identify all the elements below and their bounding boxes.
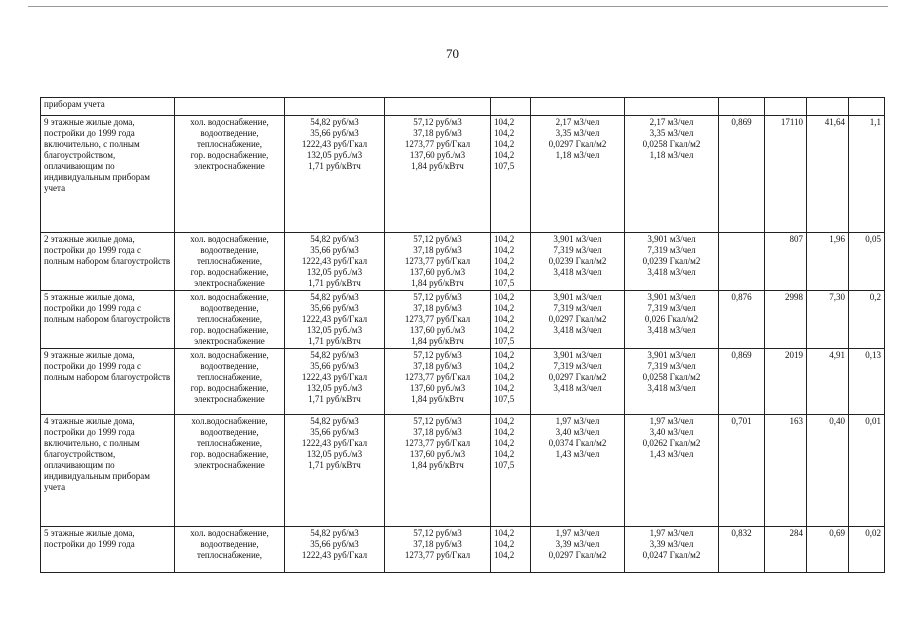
tariff-new-cell [385,349,491,415]
services-line: теплоснабжение, [196,550,263,560]
norm-current-line: 7,319 м3/чел [553,361,602,371]
norm-new-cell [625,233,719,291]
tariff-new-cell [385,233,491,291]
tariff-new-line: 137,60 руб./м3 [409,449,466,459]
tariff-new-line: 1,84 руб/кВтч [411,394,464,404]
table-row [41,415,885,527]
services-line: электроснабжение [194,161,265,171]
tariff-current-cell [285,527,385,573]
empty-cell [175,98,285,116]
tariff-new-line: 37,18 руб/м3 [413,361,462,371]
tariff-current-line: 54,82 руб/м3 [310,528,359,538]
empty-cell [849,98,885,116]
norm-current-line: 1,97 м3/чел [555,528,600,538]
norm-current-line: 7,319 м3/чел [553,245,602,255]
norm-new-line: 3,418 м3/чел [647,267,696,277]
tariff-new-line: 1273,77 руб/Гкал [404,314,471,324]
norm-current-line: 0,0297 Гкал/м2 [548,139,607,149]
tariff-new-line: 1,84 руб/кВтч [411,336,464,346]
index-line: 104,2 [494,267,515,277]
tariff-new-cell [385,415,491,527]
norm-current-line: 0,0374 Гкал/м2 [548,438,607,448]
index-line: 104,2 [494,350,515,360]
norm-new-line: 0,0247 Гкал/м2 [642,550,701,560]
index-line: 104,2 [494,427,515,437]
category-text: 5 этажные жилые дома, постройки до 1999 года с полным набором благоустройств [44,292,171,324]
norm-current-line: 1,43 м3/чел [555,449,600,459]
services-line: теплоснабжение, [196,256,263,266]
table-row [41,233,885,291]
services-line: теплоснабжение, [196,139,263,149]
index-line: 104,2 [494,303,515,313]
norm-new-line: 3,418 м3/чел [647,325,696,335]
share-cell: 0,02 [849,527,885,573]
services-line: водоотведение, [200,361,259,371]
norm-new-line: 0,0239 Гкал/м2 [642,256,701,266]
tariff-current-line: 54,82 руб/м3 [310,416,359,426]
value-cell: 7,30 [807,291,849,349]
tariff-current-line: 1222,43 руб/Гкал [301,256,368,266]
index-line: 104,2 [494,256,515,266]
services-cell [175,349,285,415]
category-text: 5 этажные жилые дома, постройки до 1999 года [44,528,135,549]
services-line: хол. водоснабжение, [190,234,269,244]
norm-new-line: 0,0258 Гкал/м2 [642,372,701,382]
page-number: 70 [446,46,459,61]
services-line: гор. водоснабжение, [190,150,269,160]
tariff-new-line: 57,12 руб/м3 [413,350,462,360]
norm-new-line: 2,17 м3/чел [649,117,694,127]
tariff-current-line: 35,66 руб/м3 [310,128,359,138]
category-cell [41,116,175,233]
norm-current-line: 3,40 м3/чел [555,427,600,437]
index-line: 104,2 [494,150,515,160]
category-cell [41,527,175,573]
services-cell [175,415,285,527]
tariff-new-line: 137,60 руб./м3 [409,150,466,160]
count-cell: 17110 [765,116,807,233]
index-line: 104,2 [494,245,515,255]
share-cell: 0,05 [849,233,885,291]
count-cell: 2019 [765,349,807,415]
count-cell: 284 [765,527,807,573]
norm-new-cell [625,291,719,349]
tariff-current-cell [285,233,385,291]
coefficient-cell [719,233,765,291]
tariff-current-line: 35,66 руб/м3 [310,303,359,313]
empty-cell [491,98,531,116]
tariff-current-line: 132,05 руб./м3 [306,383,363,393]
index-line: 104,2 [494,416,515,426]
tariff-current-line: 1,71 руб/кВтч [308,278,361,288]
coefficient-cell: 0,701 [719,415,765,527]
empty-cell [385,98,491,116]
index-line: 104,2 [494,372,515,382]
tariff-current-line: 1,71 руб/кВтч [308,336,361,346]
tariff-new-line: 1,84 руб/кВтч [411,460,464,470]
services-line: гор. водоснабжение, [190,449,269,459]
norm-current-line: 0,0239 Гкал/м2 [548,256,607,266]
index-line: 104,2 [494,314,515,324]
tariff-current-line: 54,82 руб/м3 [310,350,359,360]
tariff-current-line: 54,82 руб/м3 [310,234,359,244]
tariff-current-line: 1,71 руб/кВтч [308,161,361,171]
norm-current-line: 3,39 м3/чел [555,539,600,549]
empty-cell [807,98,849,116]
index-line: 104,2 [494,128,515,138]
tariff-new-line: 137,60 руб./м3 [409,267,466,277]
index-line: 104,2 [494,234,515,244]
index-cell [491,415,531,527]
norm-current-cell [531,415,625,527]
norm-new-line: 3,901 м3/чел [647,292,696,302]
tariff-new-line: 137,60 руб./м3 [409,383,466,393]
share-cell: 0,13 [849,349,885,415]
tariff-new-cell [385,291,491,349]
norm-new-cell [625,527,719,573]
services-line: хол. водоснабжение, [190,350,269,360]
norm-new-line: 3,901 м3/чел [647,350,696,360]
count-cell: 2998 [765,291,807,349]
index-line: 104,2 [494,139,515,149]
norm-new-line: 0,026 Гкал/м2 [644,314,699,324]
table-row [41,291,885,349]
services-line: хол.водоснабжение, [191,416,268,426]
table-row-continuation [41,98,885,116]
services-line: хол. водоснабжение, [190,117,269,127]
tariff-current-line: 35,66 руб/м3 [310,539,359,549]
norm-new-line: 1,43 м3/чел [649,449,694,459]
norm-current-line: 3,418 м3/чел [553,267,602,277]
norm-new-line: 3,40 м3/чел [649,427,694,437]
tariff-current-line: 35,66 руб/м3 [310,245,359,255]
index-line: 107,5 [494,460,515,470]
norm-new-cell [625,415,719,527]
index-line: 104,2 [494,449,515,459]
norm-current-line: 7,319 м3/чел [553,303,602,313]
tariff-new-line: 1273,77 руб/Гкал [404,256,471,266]
norm-new-line: 7,319 м3/чел [647,303,696,313]
tariff-table [40,97,885,573]
value-cell: 0,40 [807,415,849,527]
tariff-new-line: 57,12 руб/м3 [413,292,462,302]
services-line: гор. водоснабжение, [190,325,269,335]
tariff-current-line: 54,82 руб/м3 [310,117,359,127]
tariff-new-line: 57,12 руб/м3 [413,234,462,244]
index-cell [491,349,531,415]
tariff-current-line: 132,05 руб./м3 [306,449,363,459]
norm-current-line: 0,0297 Гкал/м2 [548,372,607,382]
tariff-new-line: 37,18 руб/м3 [413,128,462,138]
empty-cell [765,98,807,116]
empty-cell [285,98,385,116]
norm-new-cell [625,116,719,233]
coefficient-cell: 0,869 [719,349,765,415]
coefficient-cell: 0,832 [719,527,765,573]
tariff-new-line: 37,18 руб/м3 [413,245,462,255]
index-cell [491,116,531,233]
services-cell [175,291,285,349]
index-cell [491,527,531,573]
category-text: 2 этажные жилые дома, постройки до 1999 года с полным набором благоустройств [44,234,171,266]
norm-current-cell [531,527,625,573]
norm-current-line: 3,901 м3/чел [553,350,602,360]
index-line: 107,5 [494,278,515,288]
index-cell [491,291,531,349]
services-line: хол. водоснабжение, [190,292,269,302]
norm-current-line: 3,901 м3/чел [553,292,602,302]
norm-current-line: 0,0297 Гкал/м2 [548,314,607,324]
empty-cell [719,98,765,116]
norm-current-line: 1,97 м3/чел [555,416,600,426]
share-cell: 1,1 [849,116,885,233]
category-text: 4 этажные жилые дома, постройки до 1999 года включительно, с полным благоустройством, оплачивающим по индивидуальным приборам учета [44,416,150,492]
share-cell: 0,2 [849,291,885,349]
category-text: 9 этажные жилые дома, постройки до 1999 года включительно, с полным благоустройством, оплачивающим по индивидуальным приборам учета [44,117,150,193]
tariff-current-line: 1222,43 руб/Гкал [301,139,368,149]
services-line: водоотведение, [200,245,259,255]
services-line: гор. водоснабжение, [190,267,269,277]
services-line: электроснабжение [194,394,265,404]
norm-current-cell [531,233,625,291]
tariff-new-line: 57,12 руб/м3 [413,117,462,127]
empty-cell [625,98,719,116]
tariff-current-line: 132,05 руб./м3 [306,267,363,277]
services-cell [175,116,285,233]
tariff-current-line: 132,05 руб./м3 [306,150,363,160]
norm-new-line: 3,418 м3/чел [647,383,696,393]
tariff-new-line: 37,18 руб/м3 [413,303,462,313]
tariff-new-line: 1273,77 руб/Гкал [404,139,471,149]
norm-current-line: 3,901 м3/чел [553,234,602,244]
tariff-current-line: 1222,43 руб/Гкал [301,438,368,448]
services-line: электроснабжение [194,460,265,470]
tariff-current-line: 1222,43 руб/Гкал [301,550,368,560]
tariff-current-line: 1,71 руб/кВтч [308,394,361,404]
tariff-current-line: 132,05 руб./м3 [306,325,363,335]
index-line: 104,2 [494,117,515,127]
table-row [41,116,885,233]
tariff-new-line: 37,18 руб/м3 [413,427,462,437]
tariff-new-line: 57,12 руб/м3 [413,528,462,538]
coefficient-cell: 0,869 [719,116,765,233]
norm-new-line: 7,319 м3/чел [647,361,696,371]
tariff-new-line: 1273,77 руб/Гкал [404,550,471,560]
tariff-new-line: 57,12 руб/м3 [413,416,462,426]
index-cell [491,233,531,291]
count-cell: 807 [765,233,807,291]
index-line: 104,2 [494,550,515,560]
category-cell [41,415,175,527]
tariff-current-cell [285,116,385,233]
norm-current-cell [531,349,625,415]
norm-new-cell [625,349,719,415]
tariff-new-cell [385,527,491,573]
tariff-current-cell [285,415,385,527]
norm-new-line: 1,97 м3/чел [649,416,694,426]
tariff-current-cell [285,349,385,415]
tariff-new-line: 1,84 руб/кВтч [411,161,464,171]
norm-new-line: 1,97 м3/чел [649,528,694,538]
coefficient-cell: 0,876 [719,291,765,349]
category-cell [41,291,175,349]
index-line: 107,5 [494,336,515,346]
index-line: 107,5 [494,161,515,171]
norm-new-line: 1,18 м3/чел [649,150,694,160]
tariff-current-line: 35,66 руб/м3 [310,427,359,437]
index-line: 104,2 [494,438,515,448]
category-cell [41,233,175,291]
index-line: 104,2 [494,528,515,538]
services-line: теплоснабжение, [196,372,263,382]
services-line: теплоснабжение, [196,314,263,324]
norm-current-line: 2,17 м3/чел [555,117,600,127]
value-cell: 4,91 [807,349,849,415]
index-line: 104,2 [494,539,515,549]
table-body [41,98,885,573]
page-top-edge [28,6,888,7]
tariff-current-line: 1,71 руб/кВтч [308,460,361,470]
count-cell: 163 [765,415,807,527]
tariff-current-line: 1222,43 руб/Гкал [301,372,368,382]
norm-current-line: 3,418 м3/чел [553,325,602,335]
tariff-new-line: 137,60 руб./м3 [409,325,466,335]
tariff-new-cell [385,116,491,233]
tariff-current-line: 35,66 руб/м3 [310,361,359,371]
services-line: водоотведение, [200,539,259,549]
index-line: 104,2 [494,292,515,302]
norm-current-cell [531,116,625,233]
norm-new-line: 3,39 м3/чел [649,539,694,549]
services-line: электроснабжение [194,278,265,288]
services-line: водоотведение, [200,427,259,437]
tariff-new-line: 1273,77 руб/Гкал [404,438,471,448]
norm-current-line: 3,418 м3/чел [553,383,602,393]
tariff-current-cell [285,291,385,349]
services-cell [175,233,285,291]
value-cell: 1,96 [807,233,849,291]
tariff-new-line: 1273,77 руб/Гкал [404,372,471,382]
norm-new-line: 0,0262 Гкал/м2 [642,438,701,448]
services-line: теплоснабжение, [196,438,263,448]
table-row [41,527,885,573]
value-cell: 41,64 [807,116,849,233]
tariff-new-line: 1,84 руб/кВтч [411,278,464,288]
empty-cell [531,98,625,116]
tariff-current-line: 54,82 руб/м3 [310,292,359,302]
tariff-current-line: 1222,43 руб/Гкал [301,314,368,324]
services-cell [175,527,285,573]
index-line: 104,2 [494,361,515,371]
category-cell: приборам учета [41,98,175,116]
value-cell: 0,69 [807,527,849,573]
norm-new-line: 3,901 м3/чел [647,234,696,244]
tariff-new-line: 37,18 руб/м3 [413,539,462,549]
norm-current-line: 1,18 м3/чел [555,150,600,160]
category-text: 9 этажные жилые дома, постройки до 1999 года с полным набором благоустройств [44,350,171,382]
services-line: электроснабжение [194,336,265,346]
norm-current-line: 0,0297 Гкал/м2 [548,550,607,560]
table-row [41,349,885,415]
norm-current-cell [531,291,625,349]
services-line: водоотведение, [200,303,259,313]
norm-new-line: 7,319 м3/чел [647,245,696,255]
norm-new-line: 3,35 м3/чел [649,128,694,138]
services-line: хол. водоснабжение, [190,528,269,538]
index-line: 104,2 [494,383,515,393]
index-line: 107,5 [494,394,515,404]
services-line: водоотведение, [200,128,259,138]
category-cell [41,349,175,415]
norm-new-line: 0,0258 Гкал/м2 [642,139,701,149]
index-line: 104,2 [494,325,515,335]
share-cell: 0,01 [849,415,885,527]
norm-current-line: 3,35 м3/чел [555,128,600,138]
services-line: гор. водоснабжение, [190,383,269,393]
